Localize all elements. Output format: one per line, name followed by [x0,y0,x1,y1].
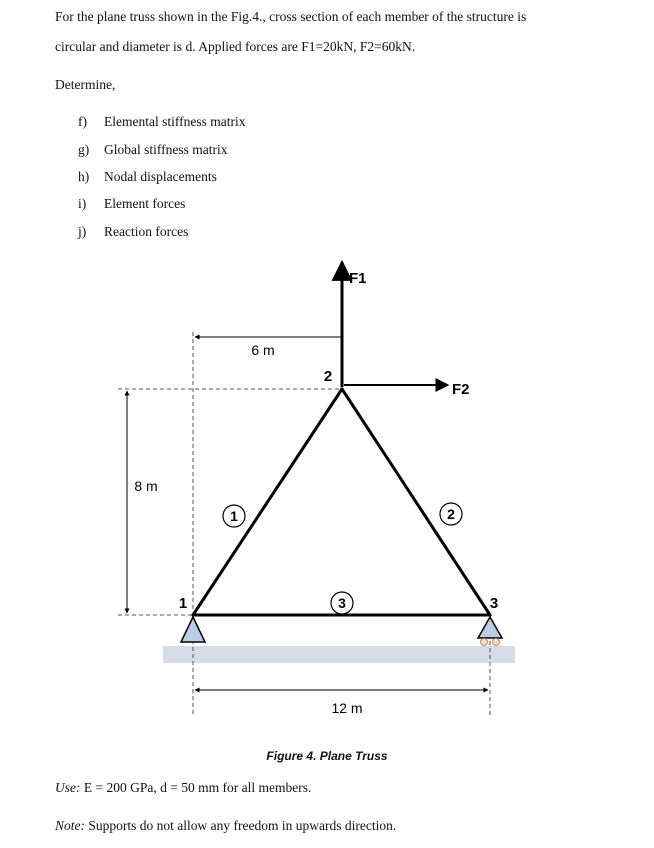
task-item: h) Nodal displacements [78,169,217,184]
intro-line-1: For the plane truss shown in the Fig.4., cross section of each member of the structure is [55,9,527,24]
roller-support-3 [478,617,502,638]
member-2 [342,389,490,615]
ground-strip [163,646,515,663]
task-item: i) Element forces [78,196,186,211]
roller-wheel [493,639,500,646]
dimension-8m-label: 8 m [134,478,158,494]
force-f2-label: F2 [452,381,470,398]
node-label: 3 [489,595,499,612]
dimension-12m-label: 12 m [331,700,363,716]
element-label: 2 [447,506,455,522]
node-label: 1 [178,595,188,612]
use-note-text: E = 200 GPa, d = 50 mm for all members. [80,780,312,795]
roller-wheel [481,639,488,646]
note-text: Supports do not allow any freedom in upwards direction. [85,818,397,833]
member-1 [193,389,342,615]
element-label: 1 [230,508,238,524]
task-item: f) Elemental stiffness matrix [78,114,246,129]
use-note [55,779,311,797]
force-f1-label: F1 [349,270,367,287]
supports-note [55,817,396,835]
node-label: 2 [323,368,333,385]
determine-label: Determine, [55,77,116,92]
task-item: g) Global stiffness matrix [78,142,228,157]
pin-support-1 [181,617,205,642]
note-label: Note: [55,818,85,833]
dimension-6m-label: 6 m [251,342,275,358]
use-note-label: Use: [55,780,81,795]
element-label: 3 [338,595,346,611]
intro-line-2: circular and diameter is d. Applied forces are F1=20kN, F2=60kN. [55,39,416,54]
figure-caption: Figure 4. Plane Truss [266,749,388,763]
task-item: j) Reaction forces [78,224,189,239]
